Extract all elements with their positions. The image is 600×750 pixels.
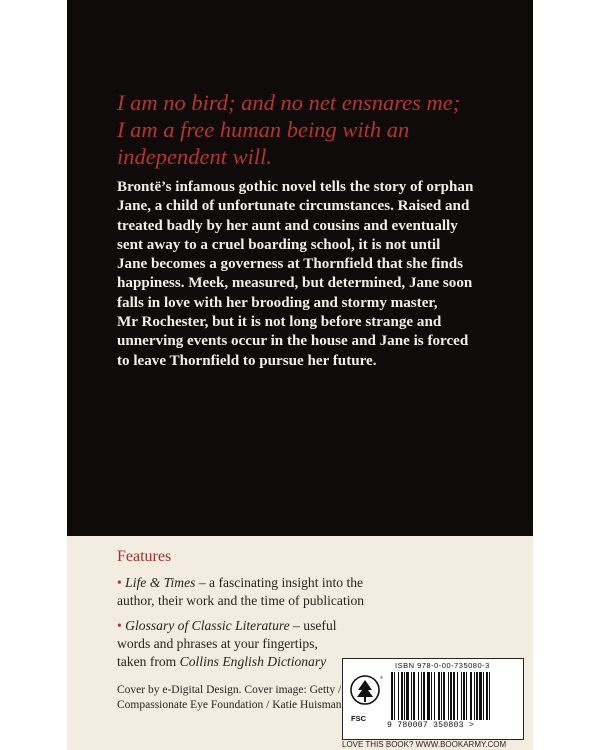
barcode-digits: 9 780007 350803 > — [387, 721, 474, 730]
bullet-icon: • — [117, 575, 122, 590]
barcode-bar — [476, 672, 478, 720]
feature-title: Glossary of Classic Literature — [125, 618, 290, 633]
barcode-bar — [443, 672, 445, 720]
blurb-line: happiness. Meek, measured, but determined, Jane soon — [117, 275, 473, 292]
blurb-line: unnerving events occur in the house and Jane is forced — [117, 333, 469, 350]
barcode-bar — [423, 672, 425, 720]
barcode-bar — [489, 672, 490, 720]
barcode-bar — [418, 672, 419, 720]
barcode-bar — [486, 672, 488, 720]
barcode-bar — [406, 672, 409, 720]
credit-line: Cover by e-Digital Design. Cover image: Getty / — [117, 684, 342, 696]
barcode-bar — [448, 672, 449, 720]
feature-text: – a fascinating insight into the — [195, 575, 364, 590]
blurb-line: falls in love with her brooding and stormy master, — [117, 294, 438, 311]
feature-line: author, their work and the time of publication — [117, 593, 365, 608]
feature-line: words and phrases at your fingertips, — [117, 636, 318, 651]
feature-line — [117, 617, 407, 635]
feature-line — [117, 574, 407, 592]
blurb-line: sent away to a cruel boarding school, it is not until — [117, 236, 441, 253]
barcode-bar — [483, 672, 484, 720]
feature-item-life-times — [117, 574, 407, 610]
dark-panel — [67, 0, 533, 536]
feature-text: – useful — [289, 618, 337, 633]
dictionary-title: Collins English Dictionary — [179, 654, 327, 669]
isbn-text: ISBN 978-0-00-735080-3 — [395, 661, 490, 670]
blurb-line: Jane becomes a governess at Thornfield that she finds — [117, 256, 464, 273]
fsc-tree-icon — [347, 674, 383, 714]
feature-title: Life & Times — [125, 575, 196, 590]
blurb-line: to leave Thornfield to pursue her future. — [117, 352, 377, 369]
barcode-bar — [398, 672, 399, 720]
epigraph-quote — [117, 89, 517, 170]
barcode-bar — [404, 672, 405, 720]
blurb-line: treated badly by her aunt and cousins and eventually — [117, 217, 458, 234]
svg-text:®: ® — [380, 675, 383, 680]
barcode-bar — [431, 672, 432, 720]
barcode-bar — [470, 672, 472, 720]
feature-text: taken from — [117, 654, 180, 669]
barcode-bar — [394, 672, 395, 720]
barcode-bar — [463, 672, 465, 720]
barcode-bar — [461, 672, 462, 720]
book-back-cover — [67, 0, 533, 750]
fsc-label: FSC — [351, 714, 366, 723]
barcode-bar — [474, 672, 475, 720]
quote-line: I am a free human being with an — [117, 117, 410, 142]
bookarmy-tagline: LOVE THIS BOOK? WWW.BOOKARMY.COM — [342, 740, 507, 749]
barcode-bar — [391, 672, 393, 720]
barcode-bar — [413, 672, 415, 720]
barcode-bar — [401, 672, 403, 720]
features-heading: Features — [117, 548, 172, 565]
blurb-line: Brontë’s infamous gothic novel tells the story of orphan — [117, 179, 474, 195]
blurb-line: Mr Rochester, but it is not long before strange and — [117, 314, 442, 331]
barcode-bar — [450, 672, 452, 720]
synopsis-blurb — [117, 178, 527, 371]
credit-line: Compassionate Eye Foundation / Katie Huisman — [117, 699, 342, 711]
barcode-bar — [453, 672, 455, 720]
quote-line: independent will. — [117, 144, 272, 169]
barcode-bar — [411, 672, 412, 720]
barcode-icon — [389, 672, 517, 722]
bullet-icon: • — [117, 618, 122, 633]
barcode-bar — [466, 672, 467, 720]
fsc-logo — [347, 674, 383, 726]
barcode-bar — [479, 672, 482, 720]
barcode-bar — [421, 672, 422, 720]
barcode-bar — [457, 672, 458, 720]
blurb-line: Jane, a child of unfortunate circumstances. Raised and — [117, 198, 470, 215]
barcode-bar — [441, 672, 442, 720]
barcode-bar — [427, 672, 430, 720]
quote-line: I am no bird; and no net ensnares me; — [117, 90, 461, 115]
barcode-bar — [438, 672, 440, 720]
barcode-bar — [434, 672, 435, 720]
